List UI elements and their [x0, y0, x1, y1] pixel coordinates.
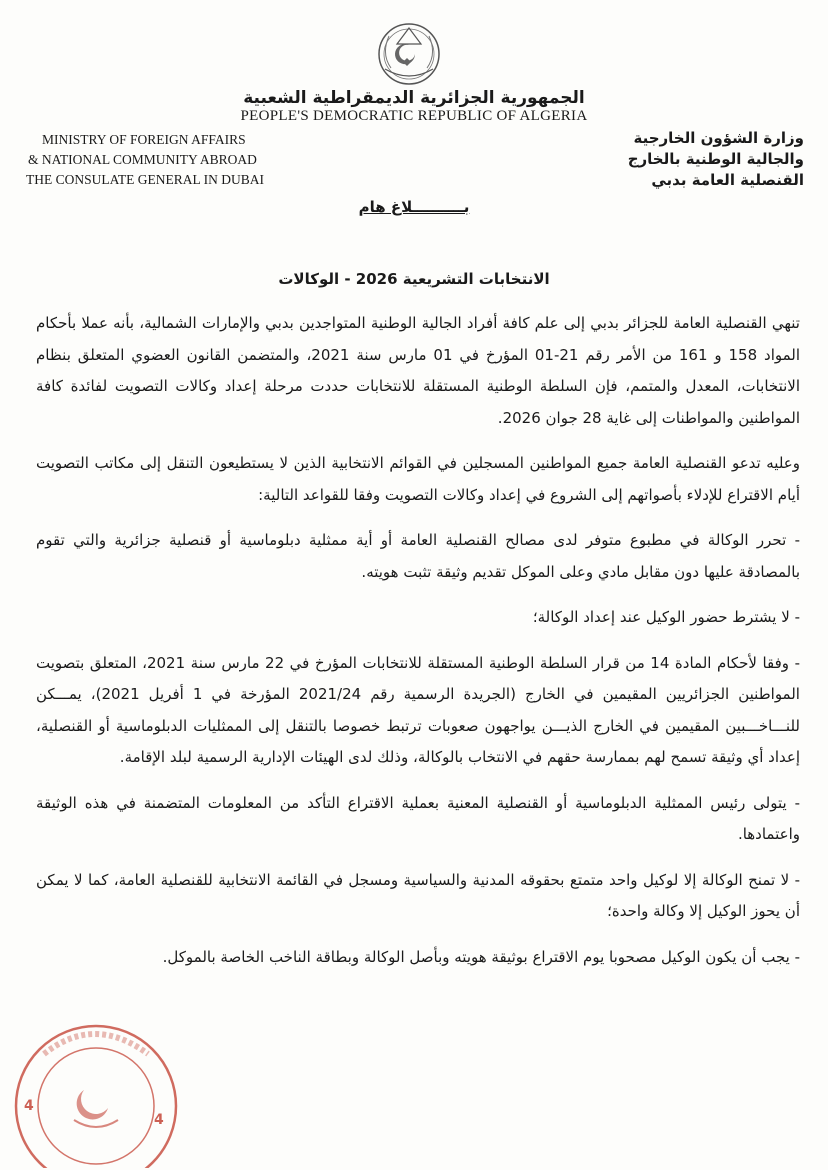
- paragraph-6: - يتولى رئيس الممثلية الدبلوماسية أو القنصلية المعنية بعملية الاقتراع التأكد من المعلومات المتضمنة في هذه الوثيقة واعتمادها.: [36, 793, 800, 843]
- paragraph-3: - تحرر الوكالة في مطبوع متوفر لدى مصالح القنصلية العامة أو أية ممثلية دبلوماسية أو قنصلية جزائرية والتي تقوم بالمصادقة عليها دون مقابل مادي وعلى الموكل تقديم وثيقة تثبت هويته.: [36, 531, 800, 581]
- paragraph-2: وعليه تدعو القنصلية العامة جميع المواطنين المسجلين في القوائم الانتخابية الذين لا يستطيعون التنقل إلى مكاتب التصويت أيام الاقتراع للإدلاء بأصواتهم إلى الشروع في إعداد وكالات التصويت وفقا للقواعد التالية:: [36, 454, 800, 504]
- svg-text:4: 4: [154, 1112, 164, 1128]
- republic-name-english: PEOPLE'S DEMOCRATIC REPUBLIC OF ALGERIA: [240, 108, 588, 124]
- republic-name-arabic: الجمهورية الجزائرية الديمقراطية الشعبية: [243, 88, 585, 108]
- consulate-stamp-icon: [4, 1010, 184, 1168]
- notice-subject: الانتخابات التشريعية 2026 - الوكالات: [278, 270, 550, 288]
- notice-body: [36, 308, 800, 987]
- paragraph-4: - لا يشترط حضور الوكيل عند إعداد الوكالة؛: [532, 608, 800, 626]
- ministry-en-line-2: & NATIONAL COMMUNITY ABROAD: [28, 152, 257, 167]
- paragraph-5: - وفقا لأحكام المادة 14 من قرار السلطة الوطنية المستقلة للانتخابات المؤرخ في 22 مارس سنة 2021، المتعلق بتصويت المواطنين الجزائريين المقيمين في الخارج (الجريدة الرسمية رقم 2021/24 المؤرخة في 1 أفريل 2021)، يمـــكن للنـــاخـــبين المقيمين في الخارج الذيـــن يواجهون صعوبات ترتبط خصوصا بالتنقل إلى الممثليات الدبلوماسية أو القنصلية، إعداد أي وثيقة تسمح لهم بممارسة حقهم في الانتخاب بالوكالة، وذلك لدى الهيئات الإدارية الرسمية لبلد الإقامة.: [36, 653, 801, 766]
- notice-title: بــــــــــلاغ هام: [358, 198, 470, 216]
- ministry-ar-line-3: القنصلية العامة بدبي: [651, 171, 804, 189]
- ministry-ar-line-2: والجالية الوطنية بالخارج: [627, 150, 804, 168]
- ministry-en-line-1: MINISTRY OF FOREIGN AFFAIRS: [42, 132, 246, 147]
- ministry-block-arabic: [524, 128, 804, 191]
- svg-text:4: 4: [24, 1098, 34, 1114]
- ministry-ar-line-1: وزارة الشؤون الخارجية: [633, 129, 804, 147]
- ministry-en-line-3: THE CONSULATE GENERAL IN DUBAI: [26, 172, 264, 187]
- paragraph-7: - لا تمنح الوكالة إلا لوكيل واحد متمتع بحقوقه المدنية والسياسية ومسجل في القائمة الانتخابية للقنصلية العامة، كما لا يمكن أن يحوز الوكيل إلا وكالة واحدة؛: [36, 870, 800, 920]
- paragraph-8: - يجب أن يكون الوكيل مصحوبا يوم الاقتراع بوثيقة هويته وبأصل الوكالة وبطاقة الناخب الخاصة بالموكل.: [162, 947, 800, 966]
- paragraph-1: تنهي القنصلية العامة للجزائر بدبي إلى علم كافة أفراد الجالية الوطنية المتواجدين بدبي والإمارات الشمالية، بأنه عملا بأحكام المواد 158 و 161 من الأمر رقم 21-01 المؤرخ في 01 مارس سنة 2021، والمتضمن القانون العضوي المتعلق بنظام الانتخابات، المعدل والمتمم، فإن السلطة الوطنية المستقلة للانتخابات حددت مرحلة إعداد وكالات التصويت لفائدة كافة المواطنين والمواطنات إلى غاية 28 جوان 2026.: [36, 314, 801, 427]
- algeria-emblem-icon: [363, 14, 455, 92]
- ministry-block-english: [26, 130, 286, 190]
